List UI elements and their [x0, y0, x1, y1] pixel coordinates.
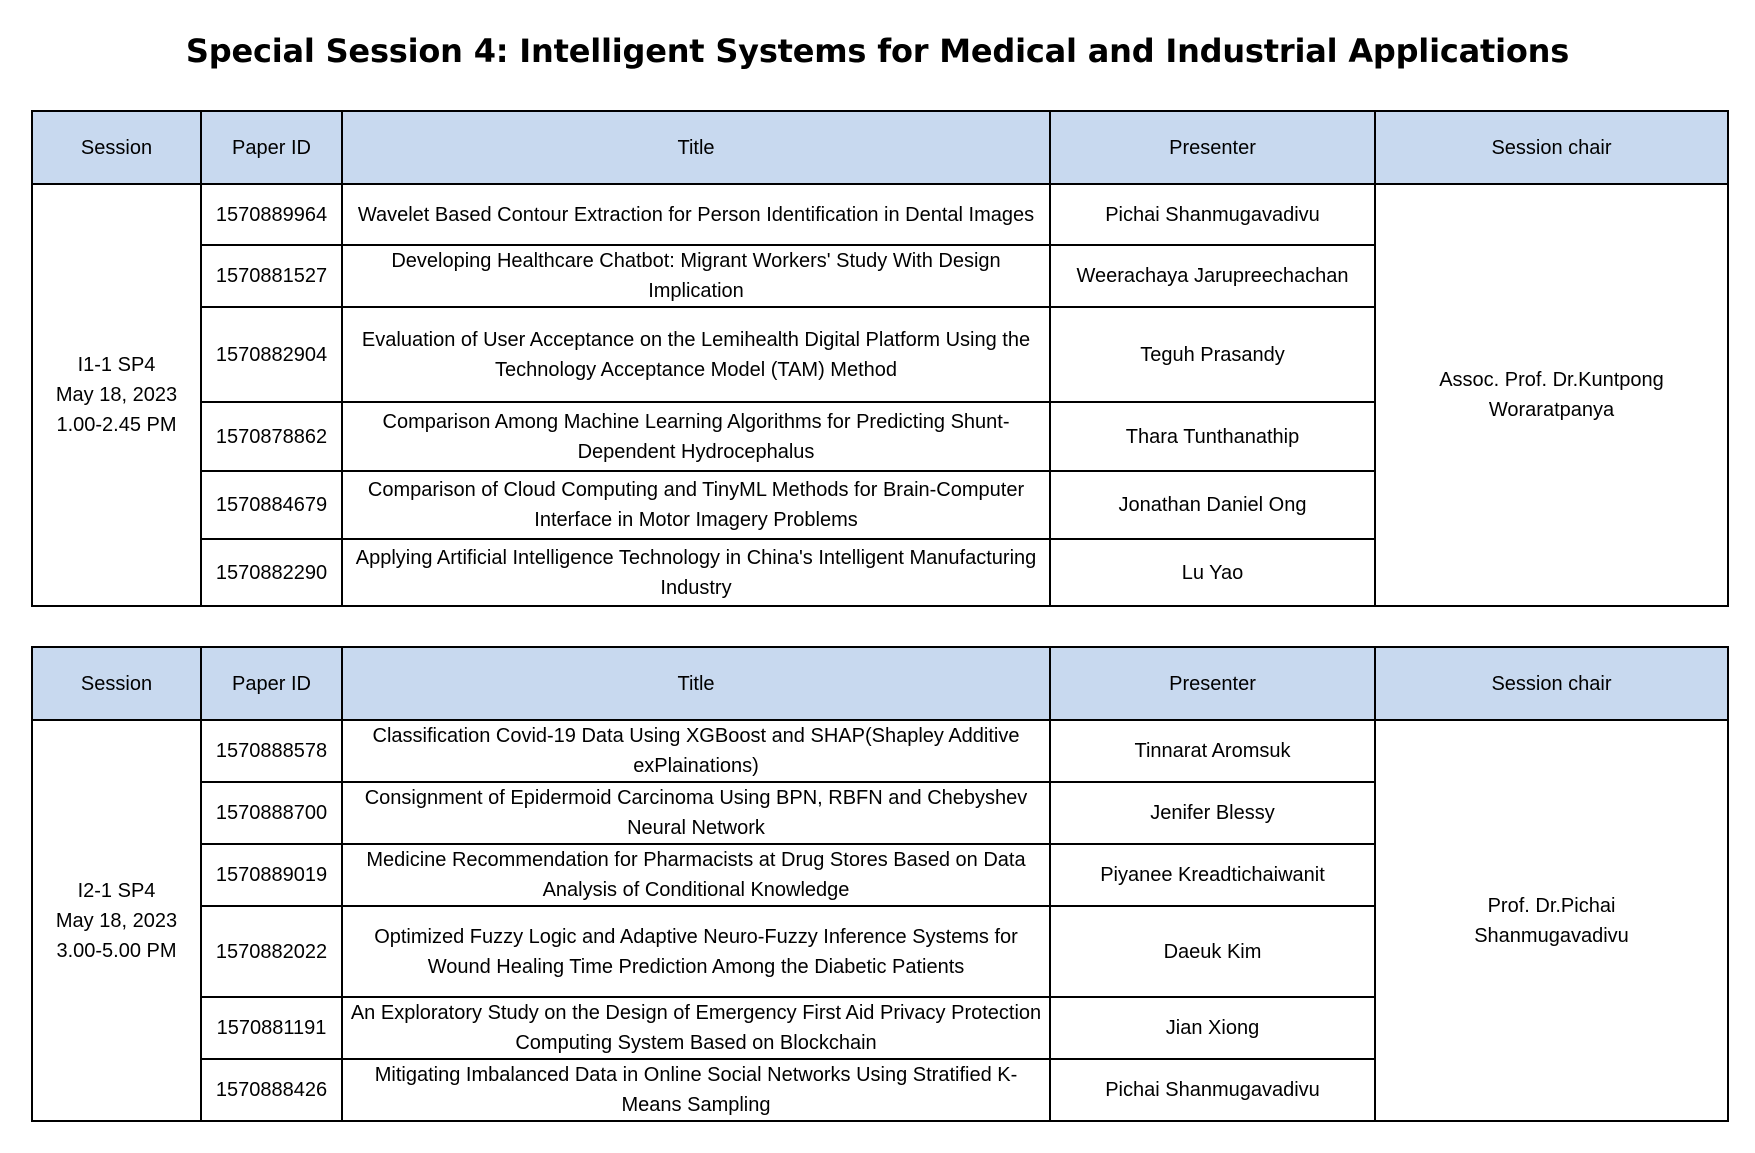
header-session: Session: [32, 647, 201, 720]
paper-id-cell: 1570888578: [201, 720, 342, 782]
title-cell: Classification Covid-19 Data Using XGBoost and SHAP(Shapley Additive exPlainations): [342, 720, 1050, 782]
paper-id-cell: 1570889964: [201, 184, 342, 245]
presenter-cell: Pichai Shanmugavadivu: [1050, 1059, 1375, 1121]
title-cell: Consignment of Epidermoid Carcinoma Using BPN, RBFN and Chebyshev Neural Network: [342, 782, 1050, 844]
session-chair-cell: [1375, 720, 1728, 1121]
title-cell: Applying Artificial Intelligence Technology in China's Intelligent Manufacturing Industry: [342, 539, 1050, 606]
chair-name-line-1: Assoc. Prof. Dr.Kuntpong: [1439, 369, 1664, 391]
title-cell: Comparison of Cloud Computing and TinyML Methods for Brain-Computer Interface in Motor Imagery Problems: [342, 471, 1050, 539]
title-cell: Wavelet Based Contour Extraction for Person Identification in Dental Images: [342, 184, 1050, 245]
presenter-cell: Jonathan Daniel Ong: [1050, 471, 1375, 539]
paper-id-cell: 1570888426: [201, 1059, 342, 1121]
chair-name-line-1: Prof. Dr.Pichai: [1487, 894, 1616, 917]
paper-id-cell: 1570884679: [201, 471, 342, 539]
presenter-cell: Pichai Shanmugavadivu: [1050, 184, 1375, 245]
table-row: [32, 184, 1728, 245]
header-paper-id: Paper ID: [201, 111, 342, 184]
session-info: [32, 720, 201, 1121]
presenter-cell: Lu Yao: [1050, 539, 1375, 606]
header-title: Title: [342, 647, 1050, 720]
paper-id-cell: 1570889019: [201, 844, 342, 906]
session-time: 1.00-2.45 PM: [56, 414, 177, 436]
paper-id-cell: 1570882904: [201, 307, 342, 402]
session-chair-cell: [1375, 184, 1728, 606]
paper-id-cell: 1570881191: [201, 997, 342, 1059]
session-date: May 18, 2023: [55, 384, 178, 406]
table-header-row: [32, 647, 1728, 720]
header-presenter: Presenter: [1050, 111, 1375, 184]
header-title: Title: [342, 111, 1050, 184]
chair-name-line-2: Woraratpanya: [1488, 399, 1615, 421]
session-table-1: [31, 110, 1729, 607]
title-cell: Comparison Among Machine Learning Algorithms for Predicting Shunt-Dependent Hydrocephalus: [342, 402, 1050, 471]
presenter-cell: Weerachaya Jarupreechachan: [1050, 245, 1375, 307]
header-presenter: Presenter: [1050, 647, 1375, 720]
session-code: I1-1 SP4: [77, 354, 156, 376]
chair-name-line-2: Shanmugavadivu: [1474, 924, 1629, 947]
table-row: [32, 720, 1728, 782]
presenter-cell: Thara Tunthanathip: [1050, 402, 1375, 471]
paper-id-cell: 1570888700: [201, 782, 342, 844]
header-session-chair: Session chair: [1375, 647, 1728, 720]
presenter-cell: Jian Xiong: [1050, 997, 1375, 1059]
presenter-cell: Piyanee Kreadtichaiwanit: [1050, 844, 1375, 906]
page-title: Special Session 4: Intelligent Systems for Medical and Industrial Applications: [185, 32, 1570, 70]
presenter-cell: Tinnarat Aromsuk: [1050, 720, 1375, 782]
title-cell: Developing Healthcare Chatbot: Migrant Workers' Study With Design Implication: [342, 245, 1050, 307]
session-table-2: [31, 646, 1729, 1122]
paper-id-cell: 1570878862: [201, 402, 342, 471]
header-paper-id: Paper ID: [201, 647, 342, 720]
title-cell: An Exploratory Study on the Design of Emergency First Aid Privacy Protection Computing System Based on Blockchain: [342, 997, 1050, 1059]
paper-id-cell: 1570882022: [201, 906, 342, 997]
session-info: [32, 184, 201, 606]
session-time: 3.00-5.00 PM: [56, 939, 177, 962]
presenter-cell: Jenifer Blessy: [1050, 782, 1375, 844]
presenter-cell: Daeuk Kim: [1050, 906, 1375, 997]
title-cell: Evaluation of User Acceptance on the Lemihealth Digital Platform Using the Technology Acceptance Model (TAM) Method: [342, 307, 1050, 402]
paper-id-cell: 1570882290: [201, 539, 342, 606]
table-header-row: [32, 111, 1728, 184]
title-cell: Optimized Fuzzy Logic and Adaptive Neuro-Fuzzy Inference Systems for Wound Healing Time Prediction Among the Diabetic Patients: [342, 906, 1050, 997]
paper-id-cell: 1570881527: [201, 245, 342, 307]
header-session: Session: [32, 111, 201, 184]
session-code: I2-1 SP4: [77, 879, 156, 902]
header-session-chair: Session chair: [1375, 111, 1728, 184]
presenter-cell: Teguh Prasandy: [1050, 307, 1375, 402]
title-cell: Medicine Recommendation for Pharmacists at Drug Stores Based on Data Analysis of Conditional Knowledge: [342, 844, 1050, 906]
title-cell: Mitigating Imbalanced Data in Online Social Networks Using Stratified K-Means Sampling: [342, 1059, 1050, 1121]
session-date: May 18, 2023: [55, 909, 178, 932]
